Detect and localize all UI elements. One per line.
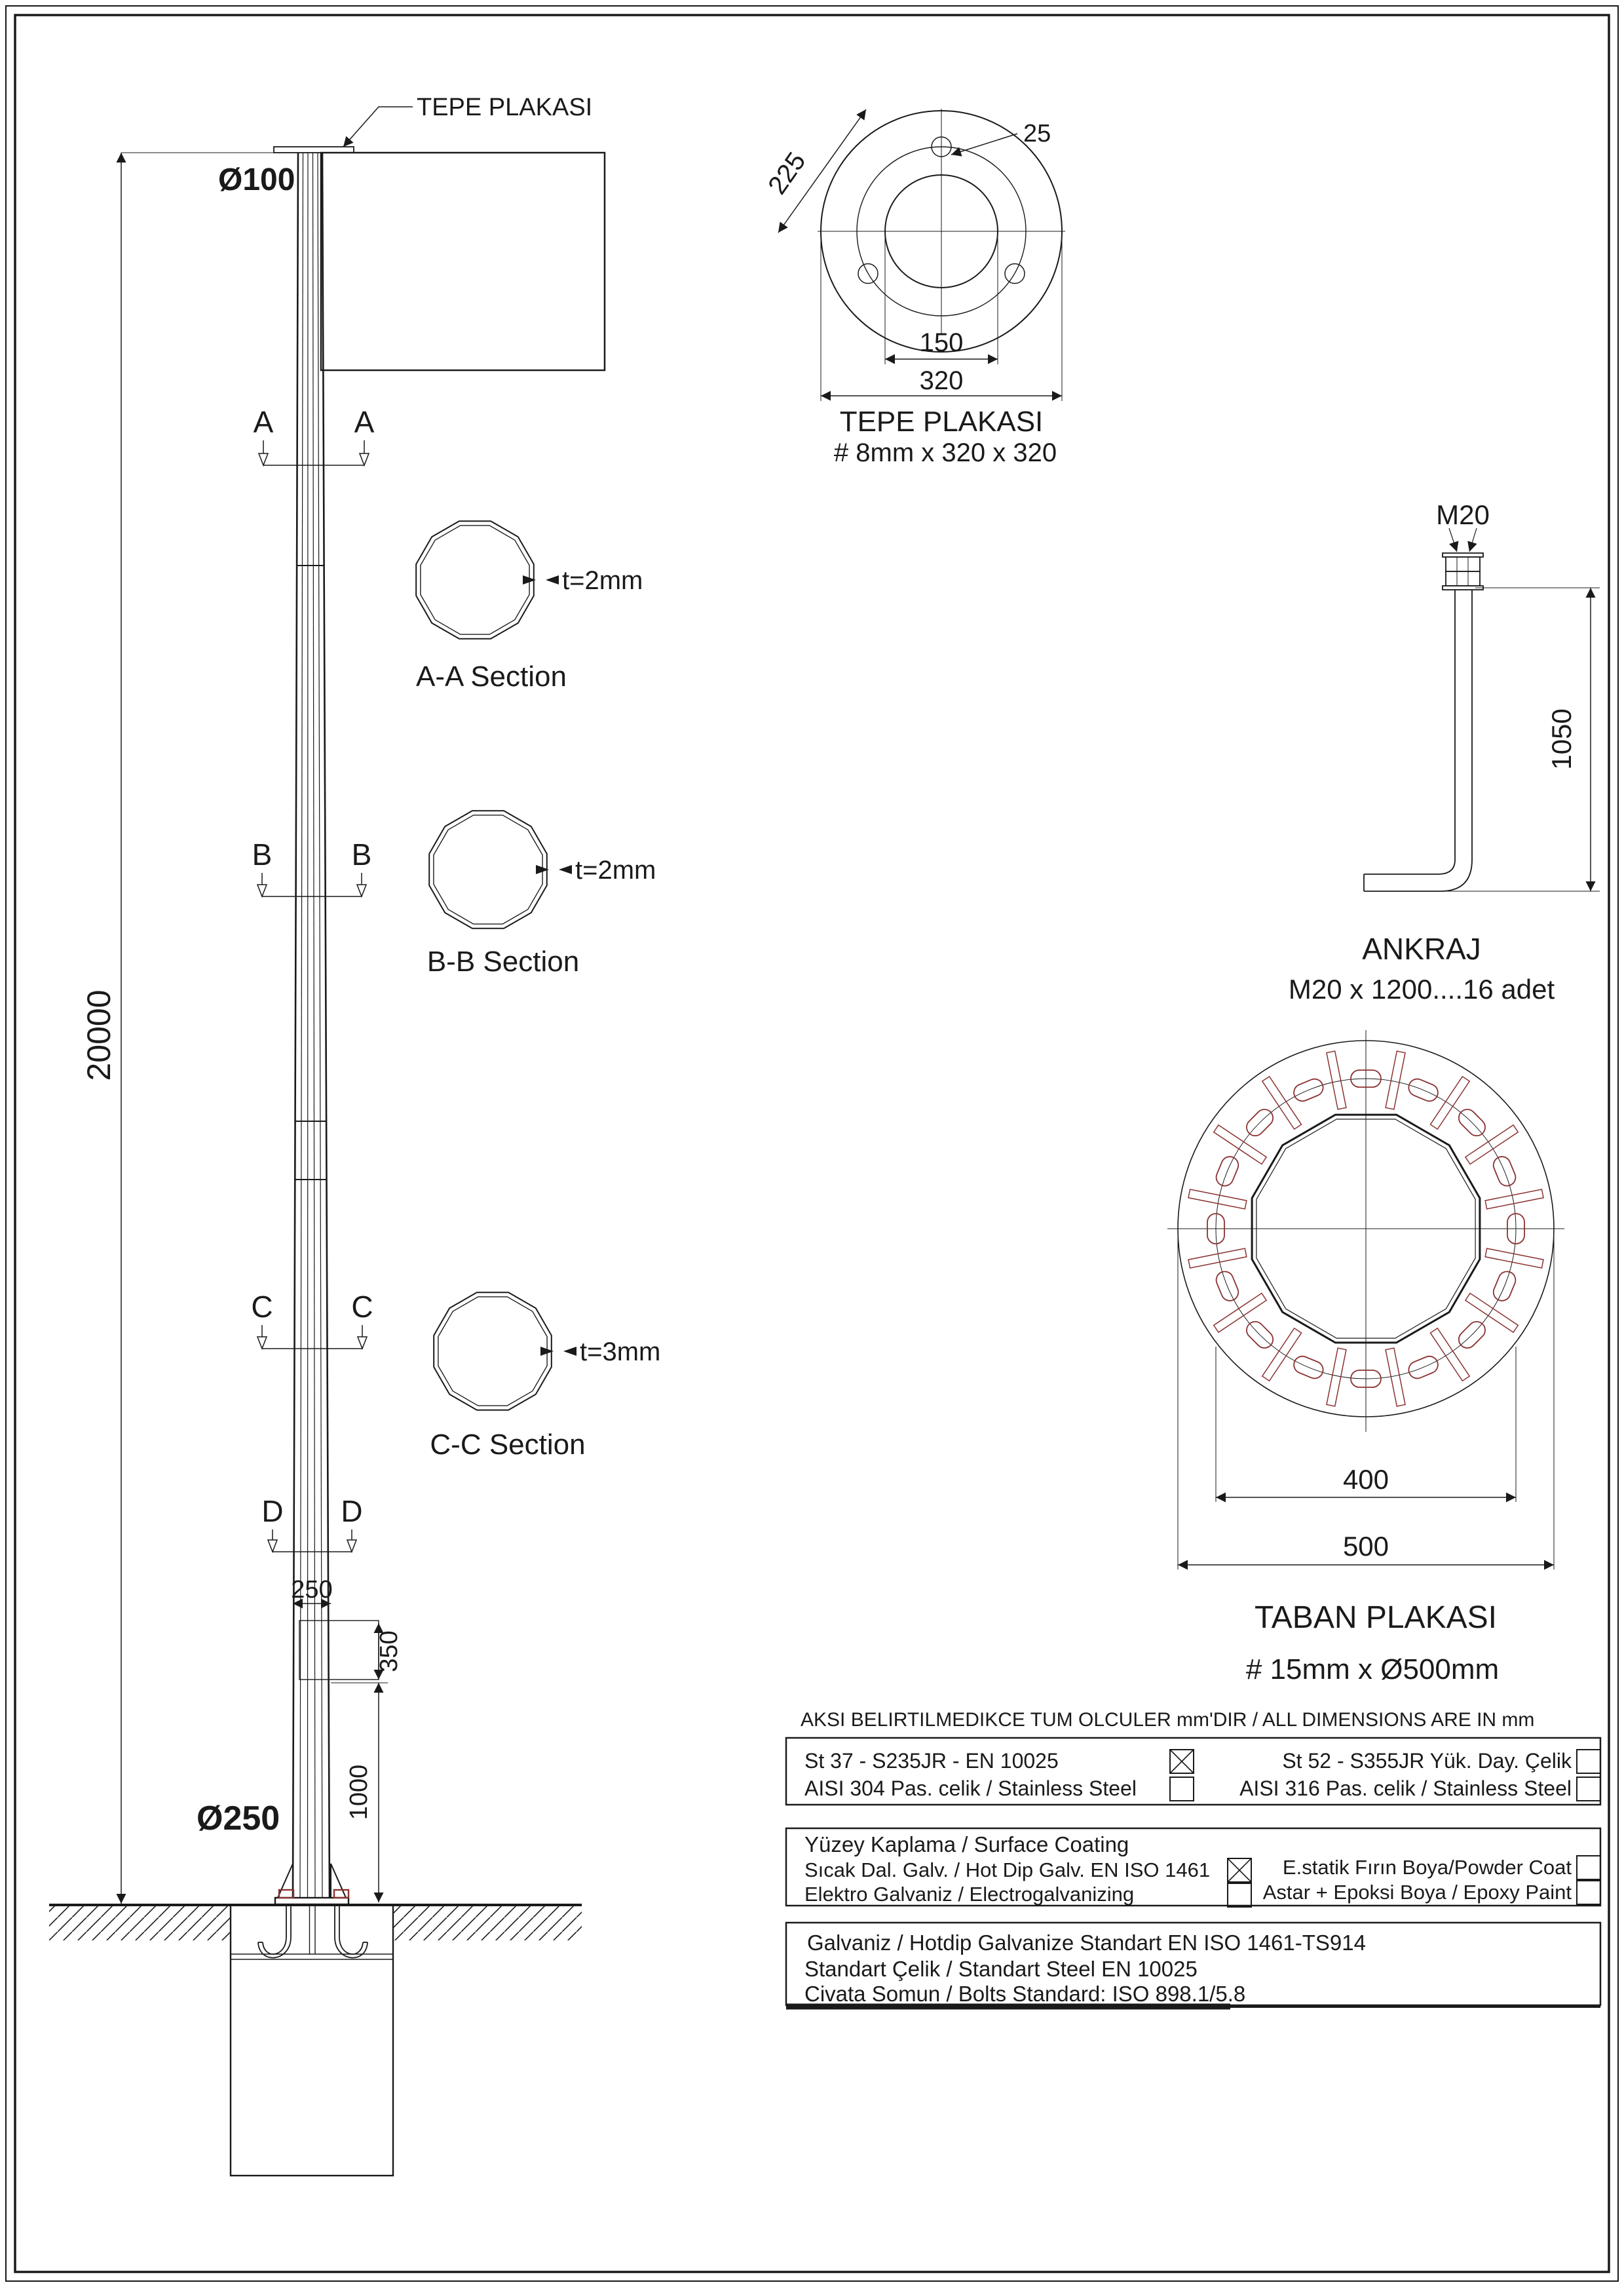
checkbox-epoxy (1577, 1881, 1600, 1904)
pole-base-and-foundation (49, 1864, 582, 2176)
section-aa-title: A-A Section (416, 661, 567, 693)
dim-1000-text: 1000 (345, 1764, 373, 1820)
dim-350-text: 350 (375, 1630, 403, 1672)
ground-hatch-left (49, 1906, 231, 1940)
section-detail-cc (430, 1292, 660, 1461)
standards-table (786, 1923, 1600, 2007)
height-dimension-text: 20000 (81, 990, 117, 1081)
marker-b-right: B (351, 837, 372, 872)
section-bb-title: B-B Section (426, 946, 580, 978)
notes-block (786, 1709, 1600, 2007)
base-plate-title: TABAN PLAKASI (1255, 1600, 1497, 1635)
base-gusset-left (278, 1864, 293, 1898)
top-plate-detail (763, 109, 1065, 467)
section-cc-thickness: t=3mm (580, 1337, 661, 1366)
anchor-j-bolts (258, 1904, 368, 1958)
coating-row2-right: Astar + Epoksi Boya / Epoxy Paint (1262, 1881, 1572, 1904)
standards-line3: Civata Somun / Bolts Standard: ISO 898.1/5.8 (804, 1982, 1246, 2006)
anchor-nut-stack (1443, 553, 1483, 590)
coating-row2-left: Elektro Galvaniz / Electrogalvanizing (804, 1883, 1135, 1906)
base-plate-bolt-circle-dim: 400 (1342, 1464, 1389, 1495)
height-dimension (81, 153, 274, 1904)
pole-base-dimensions (197, 1576, 403, 1902)
checkbox-st37-check (1170, 1750, 1194, 1773)
section-cc-title: C-C Section (430, 1429, 586, 1461)
anchor-title: ANKRAJ (1362, 932, 1481, 966)
section-aa-thickness: t=2mm (562, 566, 643, 595)
anchor-size-label: M20 (1436, 499, 1490, 530)
marker-c-left: C (251, 1290, 273, 1324)
checkbox-st52 (1577, 1750, 1600, 1773)
top-plate-bolt-circle-dim: 225 (763, 147, 812, 200)
section-marker-d (261, 1494, 362, 1552)
checkbox-hotdip-check (1228, 1858, 1251, 1882)
section-bb-thickness: t=2mm (575, 856, 656, 885)
pole-top-diameter-label: Ø100 (218, 163, 295, 197)
marker-c-right: C (351, 1290, 373, 1324)
section-marker-c (251, 1290, 373, 1349)
top-plate-callout-label: TEPE PLAKASI (417, 94, 593, 121)
section-marker-b (252, 837, 372, 896)
checkbox-powdercoat (1577, 1856, 1600, 1879)
dim-250-text: 250 (291, 1576, 333, 1604)
anchor-bolt-body (1364, 590, 1472, 891)
anchor-length-dim: 1050 (1546, 708, 1577, 770)
checkbox-aisi316 (1577, 1777, 1600, 1801)
concrete-footing (231, 1905, 393, 2176)
coating-header: Yüzey Kaplama / Surface Coating (804, 1832, 1129, 1856)
top-plate-title: TEPE PLAKASI (839, 406, 1044, 438)
marker-b-left: B (252, 837, 273, 872)
anchor-detail (1289, 499, 1600, 1005)
pole-base-diameter-label: Ø250 (197, 1799, 280, 1837)
luminaire-box (321, 153, 605, 370)
pole-elevation (49, 94, 605, 2176)
pole-body (291, 153, 333, 1898)
base-gusset-right (331, 1864, 346, 1898)
checkbox-electrogalv (1228, 1883, 1251, 1907)
coating-table (786, 1828, 1600, 1907)
material-row1-right: St 52 - S355JR Yük. Day. Çelik (1282, 1749, 1572, 1773)
section-marker-a (254, 405, 375, 465)
hand-hole-door (299, 1621, 379, 1680)
material-row2-right: AISI 316 Pas. celik / Stainless Steel (1239, 1777, 1572, 1800)
material-table (786, 1738, 1600, 1805)
section-detail-bb (427, 811, 656, 978)
marker-a-left: A (253, 405, 274, 439)
checkbox-aisi304 (1170, 1777, 1194, 1801)
marker-a-right: A (354, 405, 375, 439)
anchor-nuts (279, 1890, 349, 1898)
dimensions-note: AKSI BELIRTILMEDIKCE TUM OLCULER mm'DIR / ALL DIMENSIONS ARE IN mm (801, 1709, 1535, 1731)
ground-hatch-right (393, 1906, 582, 1940)
top-plate-width-dim: 320 (919, 366, 964, 395)
coating-row1-left: Sıcak Dal. Galv. / Hot Dip Galv. EN ISO 1461 (804, 1858, 1211, 1881)
top-plate-leader (343, 107, 413, 147)
top-plate-center-hole-dim: 150 (919, 328, 964, 357)
base-plate-detail (1167, 1030, 1564, 1685)
base-plate-outer-dim: 500 (1342, 1531, 1389, 1562)
section-detail-aa (416, 521, 643, 693)
standards-line2: Standart Çelik / Standart Steel EN 10025 (804, 1957, 1198, 1981)
base-plate-spec: # 15mm x Ø500mm (1245, 1653, 1500, 1685)
top-plate-spec: # 8mm x 320 x 320 (833, 438, 1057, 467)
marker-d-left: D (261, 1494, 284, 1528)
marker-d-right: D (341, 1494, 363, 1528)
coating-row1-right: E.statik Fırın Boya/Powder Coat (1282, 1856, 1572, 1879)
anchor-spec: M20 x 1200....16 adet (1288, 974, 1555, 1005)
standards-line1: Galvaniz / Hotdip Galvanize Standart EN ISO 1461-TS914 (807, 1931, 1366, 1955)
top-plate-hole-dim: 25 (1023, 120, 1051, 147)
base-plate-edge (275, 1898, 349, 1904)
top-plate-edge (274, 147, 354, 153)
material-row2-left: AISI 304 Pas. celik / Stainless Steel (804, 1777, 1137, 1800)
material-row1-left: St 37 - S235JR - EN 10025 (804, 1749, 1059, 1773)
